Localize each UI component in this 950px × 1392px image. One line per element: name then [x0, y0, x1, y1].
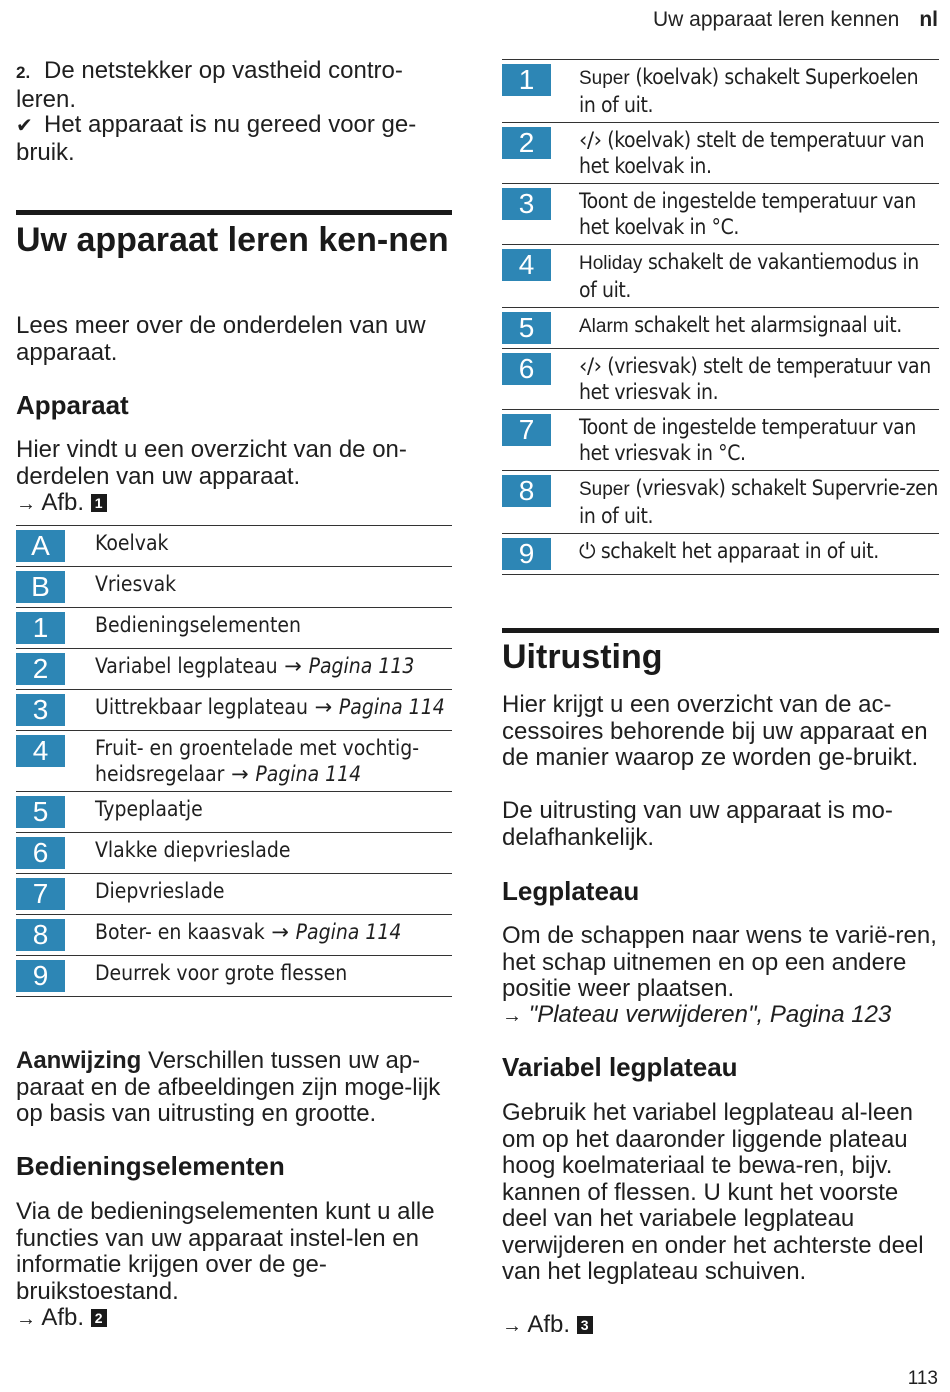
control-label: Toont de ingestelde temperatuur van het koelvak in °C. [579, 189, 916, 239]
key-cell [16, 833, 65, 874]
control-label: (koelvak) schakelt Superkoelen in of uit. [579, 65, 919, 117]
control-label-cell [551, 471, 939, 534]
legplateau-ref [502, 1002, 939, 1030]
page-reference-link[interactable]: Pagina 114 [338, 695, 445, 719]
legplateau-text: Om de schappen naar wens te varië-ren, het schap uitnemen en op een andere positie weer plaatsen. [502, 922, 937, 1002]
arrow-icon: → [502, 1315, 522, 1337]
button-keyword: Holiday [579, 253, 643, 274]
control-label-cell [551, 534, 939, 575]
fig-ref-label: Afb. [41, 1304, 85, 1331]
figure-number-badge: 3 [577, 1316, 593, 1334]
arrow-icon: → [16, 1308, 36, 1330]
power-icon: ⏻ [579, 539, 596, 563]
key-badge: 3 [16, 694, 65, 726]
key-cell [16, 526, 65, 567]
key-badge: 9 [502, 538, 551, 570]
apparaat-heading: Apparaat [16, 390, 129, 420]
fig-ref-label: Afb. [527, 1311, 571, 1338]
key-cell [502, 184, 551, 245]
key-cell [16, 915, 65, 956]
apparaat-figure-ref [16, 490, 452, 518]
cross-reference-link[interactable]: "Plateau verwijderen", Pagina 123 [528, 1001, 892, 1028]
table-row [502, 410, 939, 471]
table-row [502, 123, 939, 184]
control-label-cell [551, 123, 939, 184]
key-badge: 7 [16, 878, 65, 910]
uitrusting-title: Uitrusting [502, 638, 663, 676]
apparaat-intro: Hier vindt u een overzicht van de on-derdelen van uw apparaat. [16, 436, 407, 490]
bediening-heading: Bedieningselementen [16, 1151, 285, 1181]
arrows-icon: ‹/› [579, 128, 602, 152]
part-label: Vriesvak [95, 572, 177, 596]
page-number: 113 [907, 1368, 938, 1389]
key-cell [16, 874, 65, 915]
key-badge: A [16, 530, 65, 562]
part-label-cell [65, 792, 452, 833]
running-header [653, 8, 938, 32]
table-row [502, 60, 939, 123]
page-reference-link[interactable]: Pagina 114 [295, 920, 402, 944]
key-cell [502, 60, 551, 123]
table-row [16, 526, 452, 567]
arrow-icon: → [264, 920, 296, 944]
table-row [16, 690, 452, 731]
key-cell [16, 690, 65, 731]
key-cell [16, 649, 65, 690]
variabel-heading: Variabel legplateau [502, 1052, 738, 1082]
control-label: (koelvak) stelt de temperatuur van het koelvak in. [579, 128, 925, 178]
part-label: Uittrekbaar legplateau [95, 695, 308, 719]
figure-number-badge: 1 [91, 494, 107, 512]
control-label: (vriesvak) schakelt Supervrie-zen in of uit. [579, 476, 938, 528]
part-label-cell [65, 649, 452, 690]
table-row [502, 349, 939, 410]
part-label-cell [65, 915, 452, 956]
table-row [16, 874, 452, 915]
table-row [502, 471, 939, 534]
note-label: Aanwijzing [16, 1047, 142, 1074]
section-rule [16, 210, 452, 215]
table-row [502, 534, 939, 575]
arrow-icon: → [307, 695, 339, 719]
control-label: (vriesvak) stelt de temperatuur van het vriesvak in. [579, 354, 931, 404]
table-row [16, 567, 452, 608]
control-label: Toont de ingestelde temperatuur van het vriesvak in °C. [579, 415, 916, 465]
fig-ref-label: Afb. [41, 489, 85, 516]
bediening-intro: Via de bedieningselementen kunt u alle functies van uw apparaat instel-len en informatie krijgen over de ge-bruikstoestand. [16, 1198, 435, 1305]
part-label: Typeplaatje [95, 797, 203, 821]
figure-number-badge: 2 [91, 1309, 107, 1327]
note-text: Verschillen tussen uw ap-paraat en de afbeeldingen zijn moge-lijk op basis van uitrusting en grootte. [16, 1047, 441, 1127]
step-text: De netstekker op vastheid contro-leren. [16, 57, 403, 113]
arrow-icon: → [16, 493, 36, 515]
table-row [502, 245, 939, 308]
table-row [16, 731, 452, 792]
key-badge: 9 [16, 960, 65, 992]
part-label: Diepvrieslade [95, 879, 225, 903]
arrows-icon: ‹/› [579, 354, 602, 378]
table-row [16, 915, 452, 956]
button-keyword: Super [579, 479, 630, 500]
control-label: schakelt de vakantiemodus in of uit. [579, 250, 919, 302]
part-label-cell [65, 690, 452, 731]
table-row [502, 308, 939, 349]
key-cell [16, 792, 65, 833]
part-label-cell [65, 526, 452, 567]
table-row [16, 792, 452, 833]
page-reference-link[interactable]: Pagina 113 [308, 654, 415, 678]
part-label: Bedieningselementen [95, 613, 302, 637]
part-label: Vlakke diepvrieslade [95, 838, 291, 862]
part-label-cell [65, 833, 452, 874]
parts-table [16, 525, 452, 997]
part-label: Variabel legplateau [95, 654, 278, 678]
table-row [16, 956, 452, 997]
step-number: 2. [16, 63, 31, 82]
variabel-figure-ref [502, 1312, 939, 1340]
button-keyword: Alarm [579, 316, 629, 337]
control-label: schakelt het alarmsignaal uit. [634, 313, 902, 337]
table-row [502, 184, 939, 245]
note [16, 1048, 452, 1128]
section-intro: Lees meer over de onderdelen van uw apparaat. [16, 312, 426, 366]
control-label-cell [551, 349, 939, 410]
key-badge: 3 [502, 188, 551, 220]
part-label: Fruit- en groentelade met vochtig-heidsregelaar [95, 736, 420, 786]
control-label-cell [551, 60, 939, 123]
check-icon: ✔ [16, 115, 33, 137]
key-badge: 4 [16, 735, 65, 767]
key-cell [502, 308, 551, 349]
uitrusting-intro-2: De uitrusting van uw apparaat is mo-delafhankelijk. [502, 797, 893, 851]
key-cell [502, 471, 551, 534]
variabel-text: Gebruik het variabel legplateau al-leen om op het daaronder liggende plateau hoog koelmateriaal te bewa-ren, bijv. kannen of flessen. U kunt het voorste deel van het variabele legplateau verwijderen en onder het achterste deel van het legplateau schuiven. [502, 1099, 924, 1285]
part-label-cell [65, 608, 452, 649]
control-label-cell [551, 410, 939, 471]
key-badge: 2 [502, 127, 551, 159]
key-badge: 5 [502, 312, 551, 344]
key-badge: 1 [502, 64, 551, 96]
table-row [16, 608, 452, 649]
key-badge: 6 [502, 353, 551, 385]
page-reference-link[interactable]: Pagina 114 [255, 762, 362, 786]
arrow-icon: → [277, 654, 309, 678]
part-label-cell [65, 956, 452, 997]
controls-table [502, 59, 939, 575]
part-label: Koelvak [95, 531, 169, 555]
key-badge: 4 [502, 249, 551, 281]
arrow-icon: → [224, 762, 256, 786]
legplateau-heading: Legplateau [502, 876, 640, 906]
control-label: schakelt het apparaat in of uit. [600, 539, 879, 563]
key-badge: 2 [16, 653, 65, 685]
result-text: Het apparaat is nu gereed voor ge-bruik. [16, 111, 417, 166]
language-code: nl [919, 8, 938, 31]
table-row [16, 833, 452, 874]
step-2 [16, 58, 452, 113]
key-cell [502, 349, 551, 410]
header-title: Uw apparaat leren kennen [652, 8, 900, 31]
key-badge: 6 [16, 837, 65, 869]
control-label-cell [551, 308, 939, 349]
key-cell [16, 608, 65, 649]
key-cell [16, 956, 65, 997]
arrow-icon: → [502, 1005, 522, 1027]
part-label-cell [65, 874, 452, 915]
key-badge: 8 [502, 475, 551, 507]
key-badge: 1 [16, 612, 65, 644]
button-keyword: Super [579, 68, 630, 89]
key-badge: B [16, 571, 65, 603]
section-rule [502, 628, 939, 633]
key-badge: 8 [16, 919, 65, 951]
key-cell [502, 534, 551, 575]
key-cell [502, 123, 551, 184]
control-label-cell [551, 245, 939, 308]
key-cell [502, 410, 551, 471]
key-badge: 7 [502, 414, 551, 446]
part-label: Deurrek voor grote flessen [95, 961, 348, 985]
uitrusting-intro: Hier krijgt u een overzicht van de ac-cessoires behorende bij uw apparaat en de manier waarop ze worden ge-bruikt. [502, 691, 928, 771]
part-label: Boter- en kaasvak [95, 920, 265, 944]
control-label-cell [551, 184, 939, 245]
key-cell [502, 245, 551, 308]
section-title: Uw apparaat leren ken-nen [16, 221, 449, 259]
step-result [16, 112, 452, 166]
key-cell [16, 567, 65, 608]
part-label-cell [65, 567, 452, 608]
key-badge: 5 [16, 796, 65, 828]
table-row [16, 649, 452, 690]
bediening-figure-ref [16, 1305, 452, 1333]
key-cell [16, 731, 65, 792]
part-label-cell [65, 731, 452, 792]
